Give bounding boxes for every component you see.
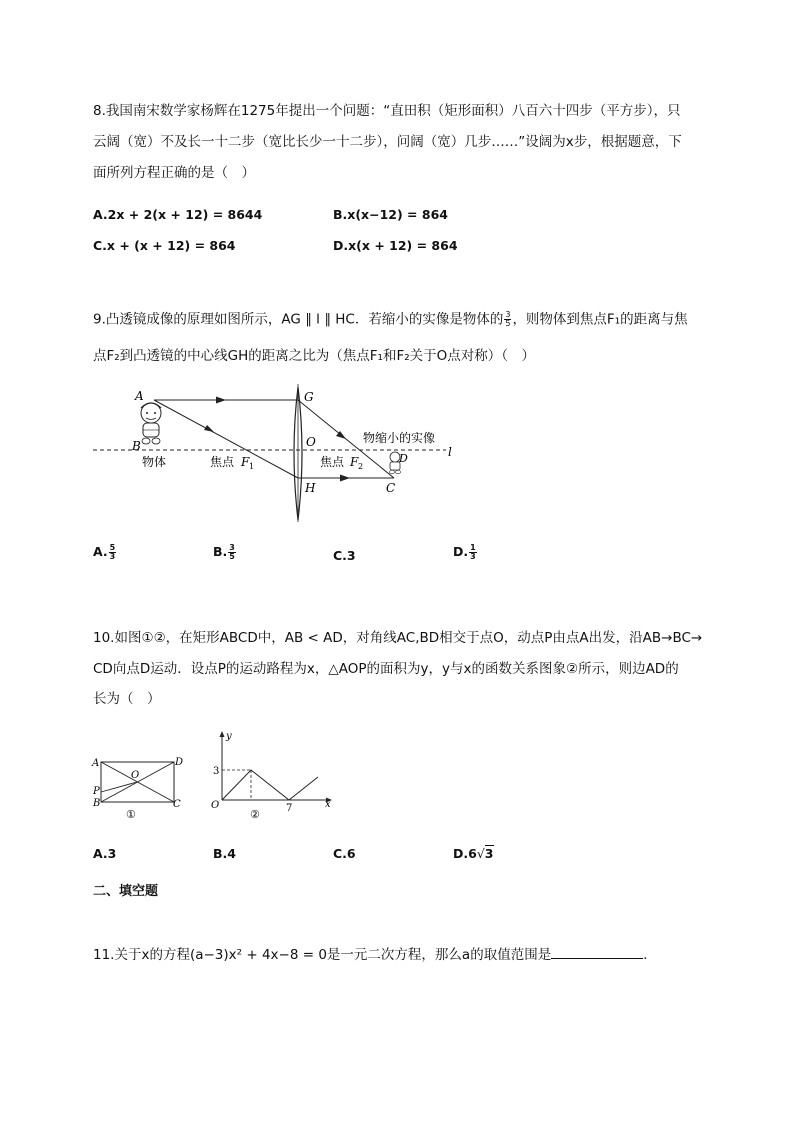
label-f2: F	[350, 455, 359, 469]
arrow-ag	[216, 397, 226, 404]
q9-line-1-text-post: ，则物体到焦点F₁的距离与焦	[512, 311, 688, 328]
q10-option-c: C.6	[333, 846, 356, 861]
q9-fraction-num: 3	[505, 310, 511, 319]
label-f2-sub: 2	[358, 462, 364, 471]
label-a: A	[135, 389, 144, 403]
section-title-fill-in: 二、填空题	[93, 884, 159, 899]
label-h: H	[305, 481, 316, 495]
label-o: O	[306, 435, 316, 449]
arrow-hc	[340, 475, 350, 482]
fig2-label-o: O	[211, 800, 220, 811]
q10-option-d-prefix: D.6	[453, 846, 477, 861]
rectangle-figure	[88, 752, 188, 824]
label-g: G	[304, 390, 314, 404]
fig2-caption: ②	[250, 808, 260, 821]
q9-option-b-frac	[228, 544, 236, 561]
function-graph	[205, 727, 335, 824]
q10-option-d	[453, 846, 494, 861]
q9-line-1-text: 9.凸透镜成像的原理如图所示，AG ∥ l ∥ HC．若缩小的实像是物体的	[93, 311, 504, 328]
q11-text: 11.关于x的方程(a−3)x² + 4x−8 = 0是一元二次方程，那么a的取值范围是	[93, 947, 552, 963]
q9-option-a-prefix: A.	[93, 544, 108, 559]
q9-option-d-den: 3	[470, 552, 476, 561]
fig2-label-x: x	[325, 799, 331, 810]
fig1-label-a: A	[92, 758, 100, 769]
label-focus-2: 焦点	[320, 455, 345, 469]
q10-option-d-radicand: 3	[484, 846, 494, 861]
label-object: 物体	[142, 455, 167, 469]
q8-option-c: C.x + (x + 12) = 864	[93, 238, 236, 253]
fig1-label-d: D	[175, 757, 184, 768]
q9-option-b-num: 3	[229, 543, 235, 552]
q8-option-d: D.x(x + 12) = 864	[333, 238, 458, 253]
q9-option-d	[453, 544, 478, 561]
q9-option-a-den: 3	[109, 552, 116, 561]
fig1-label-p: P	[93, 786, 100, 797]
answer-blank[interactable]	[551, 946, 643, 959]
q9-option-a-num: 5	[109, 543, 116, 552]
q10-line-2: CD向点D运动．设点P的运动路程为x，△AOP的面积为y，y与x的函数关系图象②所示，则边AD的	[93, 661, 679, 677]
object-figure	[141, 403, 161, 444]
label-l: l	[448, 445, 452, 459]
q9-option-b	[213, 544, 237, 561]
q9-line-2: 点F₂到凸透镜的中心线GH的距离之比为（焦点F₁和F₂关于O点对称）（ ）	[93, 348, 536, 364]
q10-line-1: 10.如图①②，在矩形ABCD中，AB < AD，对角线AC,BD相交于点O，动点P由点A出发，沿AB→BC→	[93, 630, 703, 646]
fig2-label-7: 7	[286, 803, 293, 814]
y-axis-arrow	[220, 731, 225, 737]
q9-option-b-prefix: B.	[213, 544, 228, 559]
q10-line-3: 长为（ ）	[93, 691, 161, 707]
label-d: D	[399, 452, 408, 465]
q9-line-1	[93, 311, 688, 328]
q9-option-a	[93, 544, 117, 561]
lens-diagram	[88, 380, 468, 526]
label-b: B	[132, 439, 141, 453]
label-image: 物缩小的实像	[363, 431, 436, 445]
q9-option-a-frac	[109, 544, 117, 561]
fig1-label-c: C	[173, 799, 181, 810]
arrow-ah	[204, 425, 214, 432]
q9-option-d-prefix: D.	[453, 544, 469, 559]
segment-po	[101, 782, 137, 792]
q10-option-a: A.3	[93, 846, 117, 861]
q8-option-a: A.2x + 2(x + 12) = 8644	[93, 207, 263, 222]
label-f1: F	[241, 455, 250, 469]
label-c: C	[386, 481, 396, 495]
q9-option-c: C.3	[333, 548, 356, 563]
graph-line	[222, 770, 318, 800]
fig1-caption: ①	[126, 808, 136, 821]
q9-option-d-num: 1	[470, 543, 476, 552]
q8-line-2: 云阔（宽）不及长一十二步（宽比长少一十二步），问阔（宽）几步……”设阔为x步，根据题意，下	[93, 134, 682, 150]
fig2-label-3: 3	[213, 766, 220, 777]
q8-option-b: B.x(x−12) = 864	[333, 207, 448, 222]
fig1-label-o: O	[131, 770, 140, 781]
fig2-label-y: y	[226, 731, 232, 742]
q9-fraction-den: 5	[505, 319, 511, 328]
q9-option-d-frac	[469, 544, 477, 561]
q9-fraction	[504, 311, 511, 328]
q9-option-b-den: 5	[229, 552, 235, 561]
q8-line-1: 8.我国南宋数学家杨辉在1275年提出一个问题：“直田积（矩形面积）八百六十四步（平方步），只	[93, 103, 681, 119]
label-f1-sub: 1	[249, 462, 255, 471]
q8-line-3: 面所列方程正确的是（ ）	[93, 165, 255, 181]
q10-option-b: B.4	[213, 846, 236, 861]
fig1-label-b: B	[93, 798, 101, 809]
q11-text-end: ．	[643, 947, 657, 963]
q11-line	[93, 946, 657, 963]
label-focus-1: 焦点	[210, 455, 235, 469]
sqrt-symbol: √	[476, 846, 485, 861]
